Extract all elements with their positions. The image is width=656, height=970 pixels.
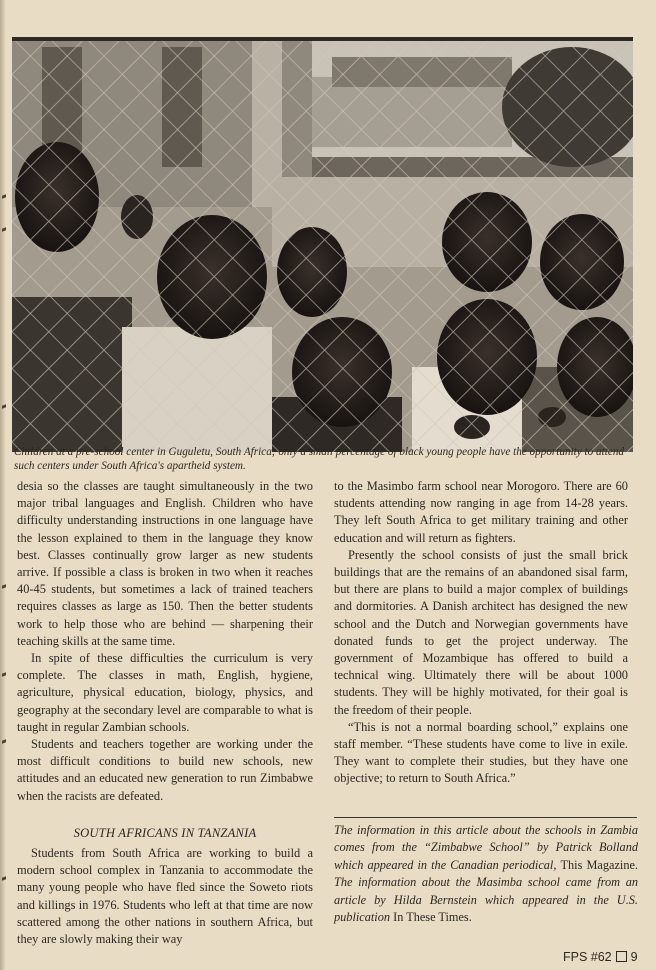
source-note-text: The information about the Masimba school came from an article by Hilda Bernstein which appeared in the U.S. publication xyxy=(334,875,638,925)
paragraph: desia so the classes are taught simultaneously in the two major tribal languages and English. Children who have difficulty understanding instructions in one language have the lesson explained to them in the language they know best. Classes continually grow larger as new students arrive. If possible a class is broken in two when it reaches 40-45 students, but sometimes a lack of trained teachers requires classes as large as 150. Then the better students work to help those who are behind — sharpening their teaching skills at the same time. xyxy=(17,479,313,648)
page-number: 9 xyxy=(630,950,638,964)
section-subhead: SOUTH AFRICANS IN TANZANIA xyxy=(73,825,257,840)
publication-name: This Magazine. xyxy=(560,857,639,872)
paragraph: Students and teachers together are working under the most difficult conditions to build new schools, new attitudes and an educated new generation to run Zimbabwe when the racists are defeated. xyxy=(17,737,313,803)
photo-caption: Children at a pre-school center in Guguletu, South Africa; only a small percentage of black young people have the opportunity to attend such centers under South Africa's apartheid system. xyxy=(14,446,625,472)
paragraph: to the Masimbo farm school near Morogoro. There are 60 students attending now ranging in age from 14-28 years. They left South Africa to get military training and other education and will return as fighters. xyxy=(334,479,628,545)
box-glyph-icon xyxy=(616,951,627,962)
paragraph: “This is not a normal boarding school,” explains one staff member. “These students have come to live in exile. They want to complete their studies, but they have one objective; to return to South Africa.” xyxy=(334,719,628,786)
issue-number: FPS #62 xyxy=(563,950,612,964)
paragraph: Presently the school consists of just the small brick buildings that are the remains of an abandoned sisal farm, but there are plans to build a major complex of buildings and dormitories. A Danish architect has designed the new school and the Dutch and Norwegian governments have donated funds to get the project underway. The government of Mozambique has offered to build a technical wing. Ultimately there will be about 1000 students. They will be highly motivated, for their goal is the freedom of their people. xyxy=(334,547,628,717)
publication-name: In These Times. xyxy=(393,910,472,925)
photo-illustration xyxy=(12,37,633,452)
source-note xyxy=(334,822,638,926)
page-folio xyxy=(563,950,638,964)
page-binding-edge xyxy=(0,0,6,970)
photo-children-behind-fence xyxy=(12,37,633,452)
paragraph: In spite of these difficulties the curriculum is very complete. The classes in math, English, hygiene, agriculture, physical education, biology, physics, and geography at the secondary level are comparable to what is taught in regular Zambian schools. xyxy=(17,651,313,734)
paragraph: Students from South Africa are working to build a modern school complex in Tanzania to accommodate the many young people who have fled since the Soweto riots and killings in 1976. Students who left at that time are now scattered among the other nations in southern Africa, but they are slowly making their way xyxy=(17,846,313,947)
article-column-left xyxy=(17,478,313,948)
article-column-right xyxy=(334,478,628,788)
divider-rule xyxy=(334,817,637,818)
source-note-text: The information in this article about the schools in Zambia comes from the “Zimbabwe School” by Patrick Bolland which appeared in the Canadian periodical, xyxy=(334,823,638,872)
